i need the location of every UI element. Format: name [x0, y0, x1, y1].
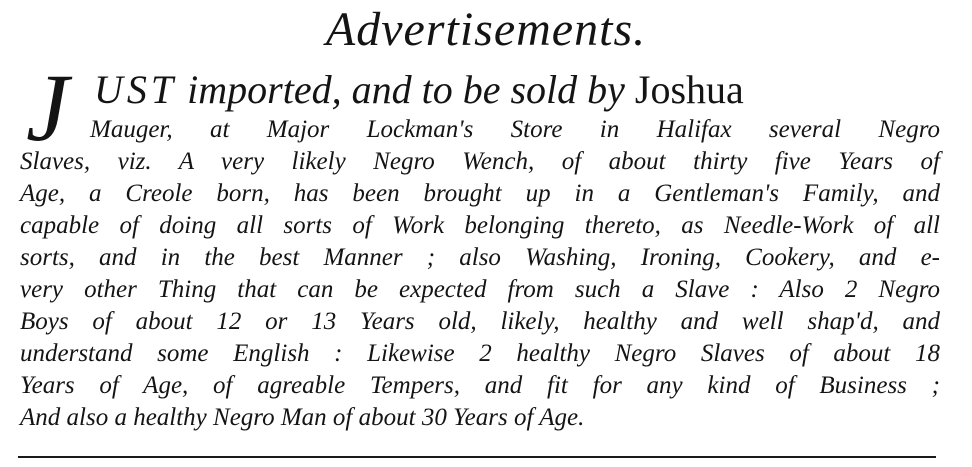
bottom-rule-divider [18, 456, 936, 458]
body-line: capable of doing all sorts of Work belonging thereto, as Needle-Work of all [20, 212, 940, 239]
body-line: Slaves, viz. A very likely Negro Wench, of about thirty five Years of [20, 148, 940, 175]
lead-caps: UST [94, 67, 178, 112]
drop-cap: J [26, 54, 69, 161]
lead-line [94, 66, 744, 114]
section-heading: Advertisements. [325, 3, 647, 56]
body-line: Boys of about 12 or 13 Years old, likely, healthy and well shap'd, and [20, 308, 940, 335]
lead-italic-phrase: imported, and to be sold by [177, 67, 635, 112]
body-line: sorts, and in the best Manner ; also Washing, Ironing, Cookery, and e- [20, 244, 940, 271]
body-line: Years of Age, of agreable Tempers, and fit for any kind of Business ; [20, 372, 940, 399]
body-line: understand some English : Likewise 2 healthy Negro Slaves of about 18 [20, 340, 940, 367]
body-line: Age, a Creole born, has been brought up in a Gentleman's Family, and [20, 180, 940, 207]
body-line: very other Thing that can be expected from such a Slave : Also 2 Negro [20, 276, 940, 303]
body-line: And also a healthy Negro Man of about 30 Years of Age. [20, 404, 585, 431]
lead-name: Joshua [634, 67, 744, 112]
advertisement-body [20, 114, 940, 434]
body-line: Mauger, at Major Lockman's Store in Halifax several Negro [90, 116, 940, 143]
